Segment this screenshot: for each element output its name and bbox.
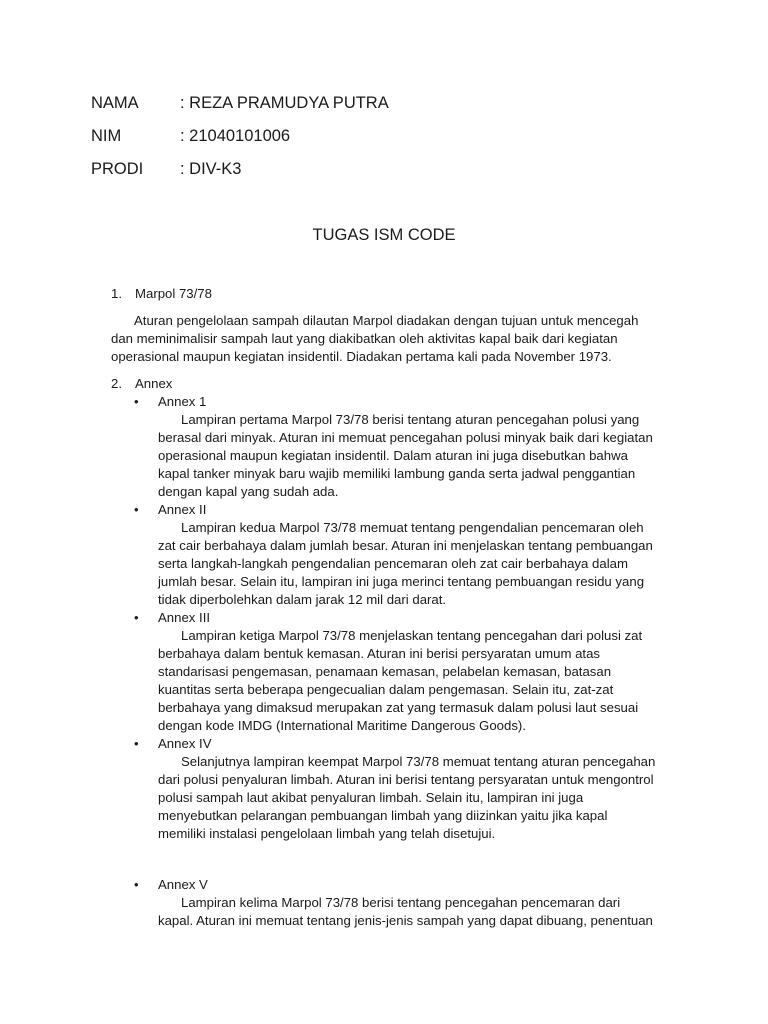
paragraph-line: Aturan pengelolaan sampah dilautan Marpol diadakan dengan tujuan untuk mencegah — [134, 313, 639, 328]
paragraph-line: standarisasi pengemasan, penamaan kemasan, pelabelan kemasan, batasan — [158, 663, 612, 679]
prodi-label: PRODI — [91, 160, 144, 178]
paragraph-line: berbahaya dalam bentuk kemasan. Aturan ini berisi persyaratan umum atas — [158, 645, 601, 661]
document-title: TUGAS ISM CODE — [312, 226, 456, 244]
paragraph-line: dari polusi penyaluran limbah. Aturan ini berisi tentang persyaratan untuk mengontrol — [158, 771, 654, 787]
nama-label: NAMA — [91, 94, 139, 112]
paragraph-line: dengan kapal yang sudah ada. — [158, 483, 339, 499]
section1-paragraph — [111, 312, 683, 366]
paragraph-line: dengan kode IMDG (International Maritime Dangerous Goods). — [158, 717, 526, 733]
annex-5-text — [158, 894, 686, 930]
paragraph-line: Lampiran kelima Marpol 73/78 berisi tentang pencegahan pencemaran dari — [181, 895, 621, 910]
nim-value: : 21040101006 — [180, 127, 291, 145]
section2-heading: Annex — [135, 376, 173, 391]
paragraph-line: menyebutkan pelarangan pembuangan limbah yang diizinkan yaitu jika kapal — [158, 807, 608, 823]
section1-heading: Marpol 73/78 — [135, 286, 212, 301]
prodi-value: : DIV-K3 — [180, 160, 242, 178]
paragraph-line: berasal dari minyak. Aturan ini memuat pencegahan polusi minyak baik dari kegiatan — [158, 429, 653, 445]
paragraph-line: zat cair berbahaya dalam jumlah besar. Aturan ini menjelaskan tentang pembuangan — [158, 537, 653, 553]
paragraph-line: kuantitas serta beberapa pengecualian dalam pengemasan. Selain itu, zat-zat — [158, 681, 614, 697]
paragraph-line: operasional maupun kegiatan insidentil. Diadakan pertama kali pada November 1973. — [111, 348, 612, 364]
paragraph-line: berbahaya yang dimaksud merupakan zat yang termasuk dalam polusi laut sesuai — [158, 699, 639, 715]
bullet-icon: • — [134, 502, 139, 517]
annex-2-text — [158, 519, 686, 609]
annex-4-title: Annex IV — [158, 736, 212, 751]
annex-3-title: Annex III — [158, 610, 211, 625]
bullet-icon: • — [134, 877, 139, 892]
nama-value: : REZA PRAMUDYA PUTRA — [180, 94, 389, 112]
paragraph-line: tidak diperbolehkan dalam jarak 12 mil dari darat. — [158, 591, 447, 607]
annex-1-text — [158, 411, 686, 501]
paragraph-line: Lampiran kedua Marpol 73/78 memuat tentang pengendalian pencemaran oleh — [181, 520, 644, 535]
bullet-icon: • — [134, 736, 139, 751]
paragraph-line: Lampiran pertama Marpol 73/78 berisi tentang aturan pencegahan polusi yang — [181, 412, 640, 427]
paragraph-line: kapal. Aturan ini memuat tentang jenis-jenis sampah yang dapat dibuang, penentuan — [158, 912, 653, 928]
annex-2-title: Annex II — [158, 502, 207, 517]
paragraph-line: polusi sampah laut akibat penyaluran limbah. Selain itu, lampiran ini juga — [158, 789, 584, 805]
paragraph-line: memiliki instalasi pengelolaan limbah yang telah disetujui. — [158, 825, 496, 841]
section2-number: 2. — [111, 376, 122, 391]
paragraph-line: operasional maupun kegiatan insidentil. Dalam aturan ini juga disebutkan bahwa — [158, 447, 628, 463]
bullet-icon: • — [134, 394, 139, 409]
paragraph-line: jumlah besar. Selain itu, lampiran ini juga merinci tentang pembuangan residu yang — [158, 573, 645, 589]
annex-4-text — [158, 753, 686, 843]
paragraph-line: Lampiran ketiga Marpol 73/78 menjelaskan tentang pencegahan dari polusi zat — [181, 628, 643, 643]
section1-number: 1. — [111, 286, 122, 301]
paragraph-line: Selanjutnya lampiran keempat Marpol 73/78 memuat tentang aturan pencegahan — [181, 754, 656, 769]
annex-3-text — [158, 627, 686, 734]
nim-label: NIM — [91, 127, 122, 145]
annex-1-title: Annex 1 — [158, 394, 207, 409]
paragraph-line: kapal tanker minyak baru wajib memiliki lambung ganda serta jadwal penggantian — [158, 465, 636, 481]
paragraph-line: dan meminimalisir sampah laut yang diakibatkan oleh aktivitas kapal baik dari kegiatan — [111, 330, 618, 346]
paragraph-line: serta langkah-langkah pengendalian pencemaran oleh zat cair berbahaya dalam — [158, 555, 628, 571]
annex-5-title: Annex V — [158, 877, 208, 892]
bullet-icon: • — [134, 610, 139, 625]
